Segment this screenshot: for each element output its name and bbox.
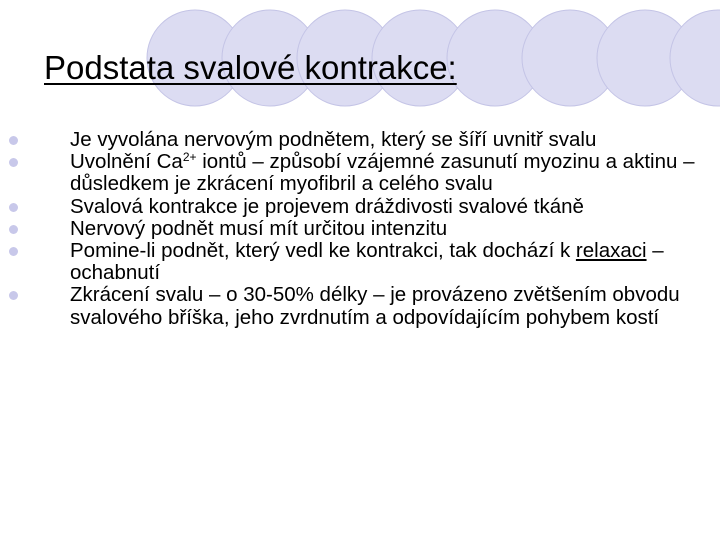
bullet-item xyxy=(70,240,705,284)
bullet-dot xyxy=(9,203,18,212)
bullet-dot xyxy=(9,225,18,234)
bullet-text: Nervový podnět musí mít určitou intenzitu xyxy=(70,216,448,240)
bullet-text: Svalová kontrakce je projevem dráždivosti svalové tkáně xyxy=(70,194,584,218)
bullet-text: Pomine-li podnět, který vedl ke kontrakci, tak dochází k xyxy=(70,239,576,263)
bullet-dot xyxy=(9,291,18,300)
superscript-charge: 2+ xyxy=(182,150,197,165)
bullet-dot xyxy=(9,136,18,145)
bullet-item xyxy=(70,196,705,218)
underlined-term: relaxaci xyxy=(575,239,647,263)
bullet-text: Uvolnění Ca xyxy=(70,150,183,174)
bullet-text: Je vyvolána nervovým podnětem, který se šíří uvnitř svalu xyxy=(70,128,597,151)
bullet-text: – ochabnutí xyxy=(70,239,664,285)
bullet-item xyxy=(70,151,705,195)
bullet-dot xyxy=(9,247,18,256)
bullet-text: iontů – způsobí vzájemné zasunutí myozinu a aktinu – důsledkem je zkrácení myofibril a celého svalu xyxy=(70,150,695,196)
bullet-item xyxy=(70,129,705,151)
bullet-item xyxy=(70,218,705,240)
bullet-list xyxy=(70,129,705,329)
bullet-item xyxy=(70,284,705,328)
bullet-dot xyxy=(9,158,18,167)
slide-title: Podstata svalové kontrakce: xyxy=(44,49,457,86)
bullet-text: Zkrácení svalu – o 30-50% délky – je provázeno zvětšením obvodu svalového bříška, jeho zvrdnutím a odpovídajícím pohybem kostí xyxy=(70,283,680,329)
